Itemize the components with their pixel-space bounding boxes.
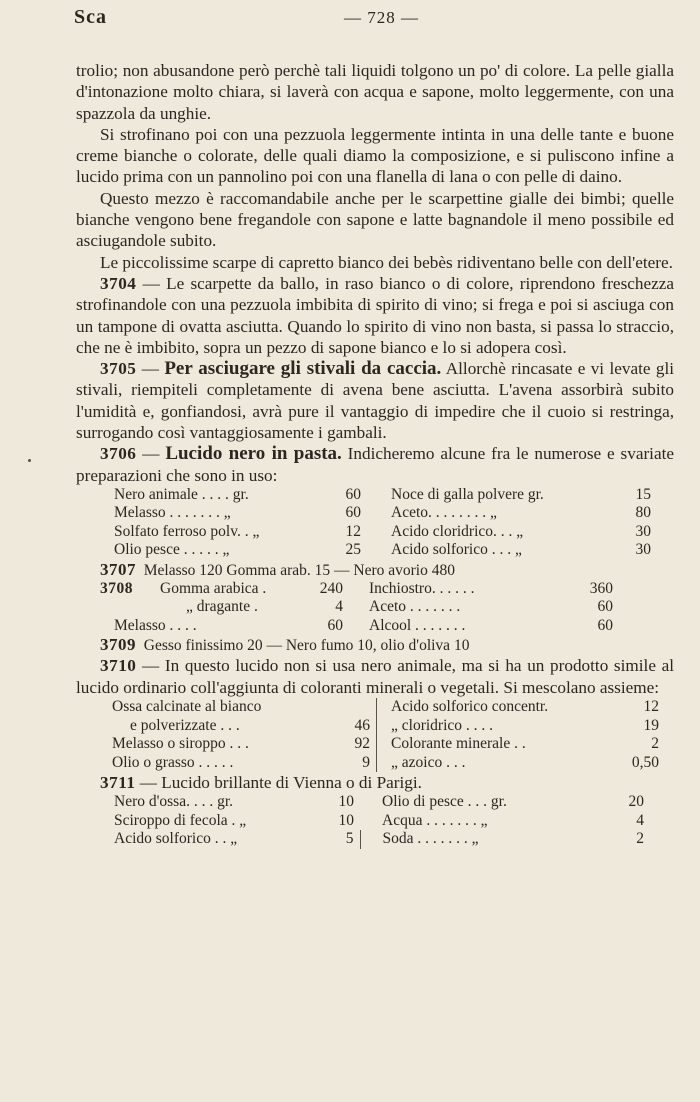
quantity: 4 <box>636 811 644 829</box>
quantity: 12 <box>643 698 659 716</box>
quantity: 19 <box>643 716 659 734</box>
recipe-row <box>100 598 619 617</box>
section-number: 3711 <box>100 773 136 793</box>
section-text: — Lucido brillante di Vienna o di Parigi. <box>135 773 422 793</box>
recipe-row <box>112 735 665 754</box>
ingredient: Inchiostro. . . . . . <box>369 579 475 597</box>
paragraph: trolio; non abusandone però perchè tali liquidi tolgono un po' di colore. La pelle gialla d'intonazione molto chiara, si laverà con acqua e sapone, molto leggermente, con una spazzola da unghie. <box>76 61 674 123</box>
recipe-row <box>112 754 665 773</box>
page-body <box>76 60 674 849</box>
recipe-table-3708 <box>100 580 619 636</box>
ingredient: Melasso o siroppo . . . <box>112 735 249 753</box>
quantity: 240 <box>319 579 343 597</box>
section-number: 3706 <box>100 444 137 464</box>
ingredient: Aceto. . . . . . . . „ <box>391 504 497 522</box>
ingredient: Acido solforico . . „ <box>114 830 238 848</box>
recipe-row <box>100 617 619 636</box>
recipe-row <box>114 504 657 523</box>
quantity: 2 <box>636 830 644 848</box>
ingredient: Olio pesce . . . . . „ <box>114 541 230 559</box>
section-title: Per asciugare gli stivali da caccia. <box>164 358 442 380</box>
section-text: Melasso 120 Gomma arab. 15 — Nero avorio 480 <box>143 561 455 579</box>
ingredient: Acido cloridrico. . . „ <box>391 522 524 540</box>
section-text: — Le scarpette da ballo, in raso bianco o di colore, riprendono freschezza strofinandole con una pezzuola imbibita di spirito di vino; si frega e poi si asciuga con un tampone di ovatta asciutta. Quando lo spirito di vino non basta, si passa lo straccio, che ne è imbibito, sopra un pezzo di sapone bianco e lo si adopera così. <box>76 273 674 357</box>
ingredient: Melasso . . . . <box>114 616 197 634</box>
quantity: 2 <box>651 735 659 753</box>
section-3706 <box>76 443 674 486</box>
section-3710 <box>76 655 674 698</box>
section-number: 3705 <box>100 359 137 379</box>
ingredient: Acido solforico concentr. <box>377 698 624 717</box>
ingredient: Olio o grasso . . . . . <box>112 753 234 771</box>
ingredient: Colorante minerale . . <box>377 735 624 754</box>
section-number: 3707 <box>100 559 136 579</box>
recipe-row <box>112 717 665 736</box>
recipe-row <box>114 812 650 831</box>
ingredient: Gomma arabica . <box>160 579 267 597</box>
quantity: 10 <box>338 793 354 811</box>
ingredient: e polverizzate . . . <box>130 716 240 734</box>
margin-speck <box>28 459 31 462</box>
section-number-cell <box>100 580 160 599</box>
ingredient: Olio di pesce . . . gr. <box>382 793 507 811</box>
section-3709 <box>100 635 674 655</box>
section-3704 <box>76 273 674 358</box>
ingredient: Alcool . . . . . . . <box>369 616 466 634</box>
quantity: 25 <box>345 541 361 559</box>
ingredient: Nero animale . . . . gr. <box>114 485 249 503</box>
quantity: 80 <box>635 504 651 522</box>
quantity: 9 <box>362 753 370 771</box>
section-dash: — <box>136 444 166 464</box>
recipe-row <box>114 541 657 560</box>
recipe-row <box>100 580 619 599</box>
ingredient: „ dragante . <box>186 598 258 616</box>
section-dash: — <box>136 359 165 379</box>
paragraph: Le piccolissime scarpe di capretto bianco dei bebès ridiventano belle con dell'etere. <box>100 252 673 272</box>
quantity: 60 <box>597 598 613 616</box>
ingredient: Soda . . . . . . . „ <box>360 830 608 849</box>
ingredient: Solfato ferroso polv. . „ <box>114 522 260 540</box>
section-text: Allorchè rincasate e vi levate gli stivali, riempiteli completamente di avena bene asciutta. L'avena assorbirà subito l'umidità e, gonfiandosi, avrà pure il vantaggio di impedire che il cuoio si restringa, surrogando così vantaggiosamente i gambali. <box>76 359 674 443</box>
quantity: 4 <box>335 598 343 616</box>
quantity: 92 <box>354 735 370 753</box>
section-number: 3709 <box>100 635 136 655</box>
section-3705 <box>76 358 674 443</box>
quantity: 360 <box>589 579 613 597</box>
quantity: 30 <box>635 522 651 540</box>
section-number: 3708 <box>100 579 133 597</box>
ingredient: Acido solforico . . . „ <box>391 541 522 559</box>
quantity: 20 <box>628 793 644 811</box>
recipe-row <box>114 793 650 812</box>
page-number: — 728 — <box>344 8 419 27</box>
ingredient: Melasso . . . . . . . „ <box>114 504 231 522</box>
quantity: 60 <box>327 616 343 634</box>
ingredient: Ossa calcinate al bianco <box>112 698 262 716</box>
paragraph: Si strofinano poi con una pezzuola leggermente intinta in una delle tante e buone creme bianche o colorate, delle quali diamo la composizione, e si puliscono infine a lucido prima con un pannolino poi con una flanella di lana o con pelle di daino. <box>76 124 674 187</box>
ingredient: Acqua . . . . . . . „ <box>382 811 488 829</box>
page-header <box>74 6 674 30</box>
recipe-row <box>114 523 657 542</box>
recipe-row <box>114 486 657 505</box>
section-3707 <box>100 560 674 580</box>
quantity: 60 <box>345 485 361 503</box>
section-number: 3704 <box>100 273 137 293</box>
ingredient: „ cloridrico . . . . <box>377 717 624 736</box>
ingredient: Sciroppo di fecola . „ <box>114 811 247 829</box>
quantity <box>334 698 377 717</box>
section-text: — In questo lucido non si usa nero animale, ma si ha un prodotto simile al lucido ordinario coll'aggiunta di coloranti minerali o vegetali. Si mescolano assieme: <box>76 656 674 697</box>
ingredient: „ azoico . . . <box>377 754 624 773</box>
quantity: 30 <box>635 541 651 559</box>
recipe-table-3711 <box>114 793 650 849</box>
ingredient: Noce di galla polvere gr. <box>391 485 544 503</box>
quantity: 12 <box>345 522 361 540</box>
quantity: 15 <box>635 485 651 503</box>
section-number: 3710 <box>100 656 137 676</box>
quantity: 0,50 <box>631 753 659 771</box>
ingredient: Aceto . . . . . . . <box>369 598 461 616</box>
quantity: 10 <box>338 811 354 829</box>
ingredient: Nero d'ossa. . . . gr. <box>114 793 234 811</box>
recipe-table-3710 <box>112 698 665 772</box>
quantity: 46 <box>354 716 370 734</box>
recipe-row <box>112 698 665 717</box>
quantity: 60 <box>597 616 613 634</box>
paragraph: Questo mezzo è raccomandabile anche per le scarpettine gialle dei bimbi; quelle bianche vengono bene fregandole con sapone e latte bagnandole il meno possibile ed asciugandole subito. <box>76 188 674 251</box>
recipe-table-3706 <box>114 486 657 560</box>
running-title: Sca <box>74 6 107 28</box>
quantity: 60 <box>345 504 361 522</box>
recipe-row <box>114 830 650 849</box>
section-text: Indicheremo alcune fra le numerose e svariate preparazioni che sono in uso: <box>76 444 674 485</box>
section-3711 <box>76 772 674 793</box>
section-title: Lucido nero in pasta. <box>165 443 342 465</box>
quantity: 5 <box>345 830 354 848</box>
section-text: Gesso finissimo 20 — Nero fumo 10, olio d'oliva 10 <box>143 637 470 655</box>
